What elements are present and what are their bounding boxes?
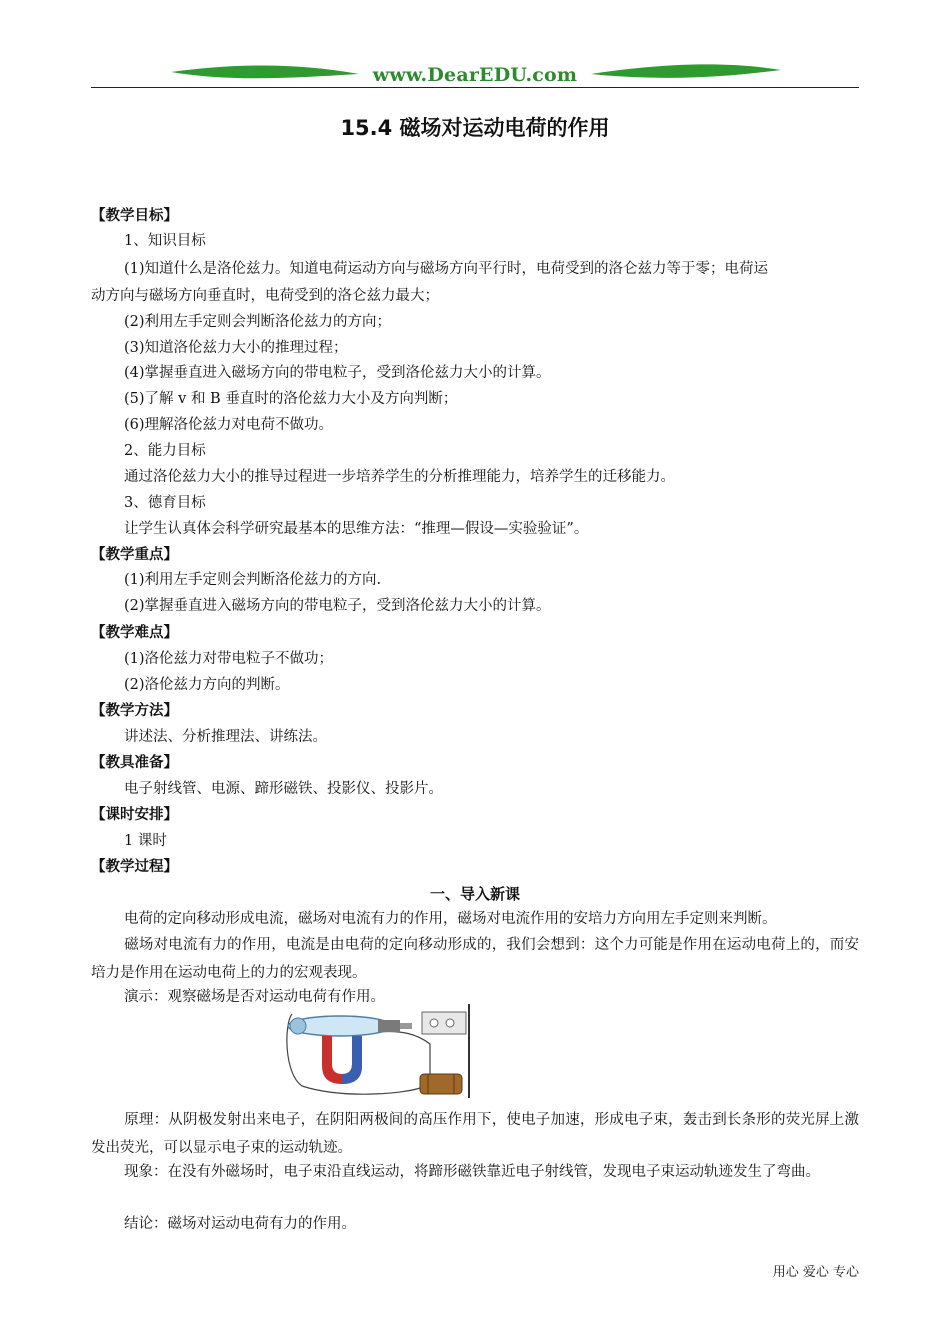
section-heading-process: 【教学过程】	[91, 859, 178, 875]
demo-text: 演示：观察磁场是否对运动电荷有作用。	[124, 989, 385, 1005]
difficult-point-2: (2)洛伦兹力方向的判断。	[124, 677, 290, 693]
goal-item-1a: (1)知道什么是洛伦兹力。知道电荷运动方向与磁场方向平行时，电荷受到的洛仑兹力等于零；电荷运	[124, 261, 769, 277]
site-logo-text: www.DearEDU.com	[372, 64, 578, 86]
section-heading-key: 【教学重点】	[91, 547, 178, 563]
phenomenon-text: 现象：在没有外磁场时，电子束沿直线运动，将蹄形磁铁靠近电子射线管，发现电子束运动轨迹发生了弯曲。	[124, 1164, 820, 1180]
goal-item-4: (4)掌握垂直进入磁场方向的带电粒子，受到洛伦兹力大小的计算。	[124, 365, 551, 381]
cathode-ray-tube-figure	[282, 1004, 472, 1098]
difficult-point-1: (1)洛伦兹力对带电粒子不做功；	[124, 651, 334, 667]
subsection-heading: 一、导入新课	[429, 885, 520, 903]
principle-text: 原理：从阴极发射出来电子，在阴阳两极间的高压作用下，使电子加速，形成电子束，轰击到长条形的荧光屏上激发出荧光，可以显示电子束的运动轨迹。	[91, 1112, 859, 1156]
goal-item-1b: 动方向与磁场方向垂直时，电荷受到的洛仑兹力最大；	[91, 288, 439, 304]
section-heading-method: 【教学方法】	[91, 703, 178, 719]
page-footer: 用心 爱心 专心	[772, 1265, 859, 1280]
section-heading-tools: 【教具准备】	[91, 755, 178, 771]
moral-goal-text: 让学生认真体会科学研究最基本的思维方法：“推理—假设—实验验证”。	[124, 521, 589, 537]
process-paragraph-1: 电荷的定向移动形成电流，磁场对电流有力的作用，磁场对电流作用的安培力方向用左手定则来判断。	[124, 911, 777, 927]
header-rule	[91, 87, 859, 88]
time-text: 1 课时	[124, 833, 167, 849]
ability-goal-text: 通过洛伦兹力大小的推导过程进一步培养学生的分析推理能力，培养学生的迁移能力。	[124, 469, 675, 485]
key-point-2: (2)掌握垂直进入磁场方向的带电粒子，受到洛伦兹力大小的计算。	[124, 598, 551, 614]
goal-item-6: (6)理解洛伦兹力对电荷不做功。	[124, 417, 334, 433]
document-title: 15.4 磁场对运动电荷的作用	[340, 116, 610, 140]
process-paragraph-2	[91, 931, 859, 987]
tools-text: 电子射线管、电源、蹄形磁铁、投影仪、投影片。	[124, 781, 443, 797]
section-heading-difficult: 【教学难点】	[91, 625, 178, 641]
process-paragraph-2-text: 磁场对电流有力的作用，电流是由电荷的定向移动形成的，我们会想到：这个力可能是作用在运动电荷上的，而安培力是作用在运动电荷上的力的宏观表现。	[91, 937, 859, 981]
goal-item-3: (3)知道洛伦兹力大小的推理过程；	[124, 340, 348, 356]
key-point-1: (1)利用左手定则会判断洛伦兹力的方向.	[124, 572, 382, 588]
section-heading-goals: 【教学目标】	[91, 208, 178, 224]
ability-goal-title: 2、能力目标	[124, 443, 206, 459]
goal-item-5: (5)了解 v 和 B 垂直时的洛伦兹力大小及方向判断；	[124, 391, 458, 407]
goal-item-2: (2)利用左手定则会判断洛伦兹力的方向；	[124, 314, 392, 330]
phenomenon-paragraph	[91, 1158, 859, 1186]
section-heading-time: 【课时安排】	[91, 807, 178, 823]
method-text: 讲述法、分析推理法、讲练法。	[124, 729, 327, 745]
cathode-ray-tube-illustration	[282, 1004, 472, 1098]
knowledge-goal-title: 1、知识目标	[124, 233, 206, 249]
moral-goal-title: 3、德育目标	[124, 495, 206, 511]
principle-paragraph	[91, 1106, 859, 1162]
conclusion-text: 结论：磁场对运动电荷有力的作用。	[124, 1216, 356, 1232]
page-header	[91, 60, 859, 92]
